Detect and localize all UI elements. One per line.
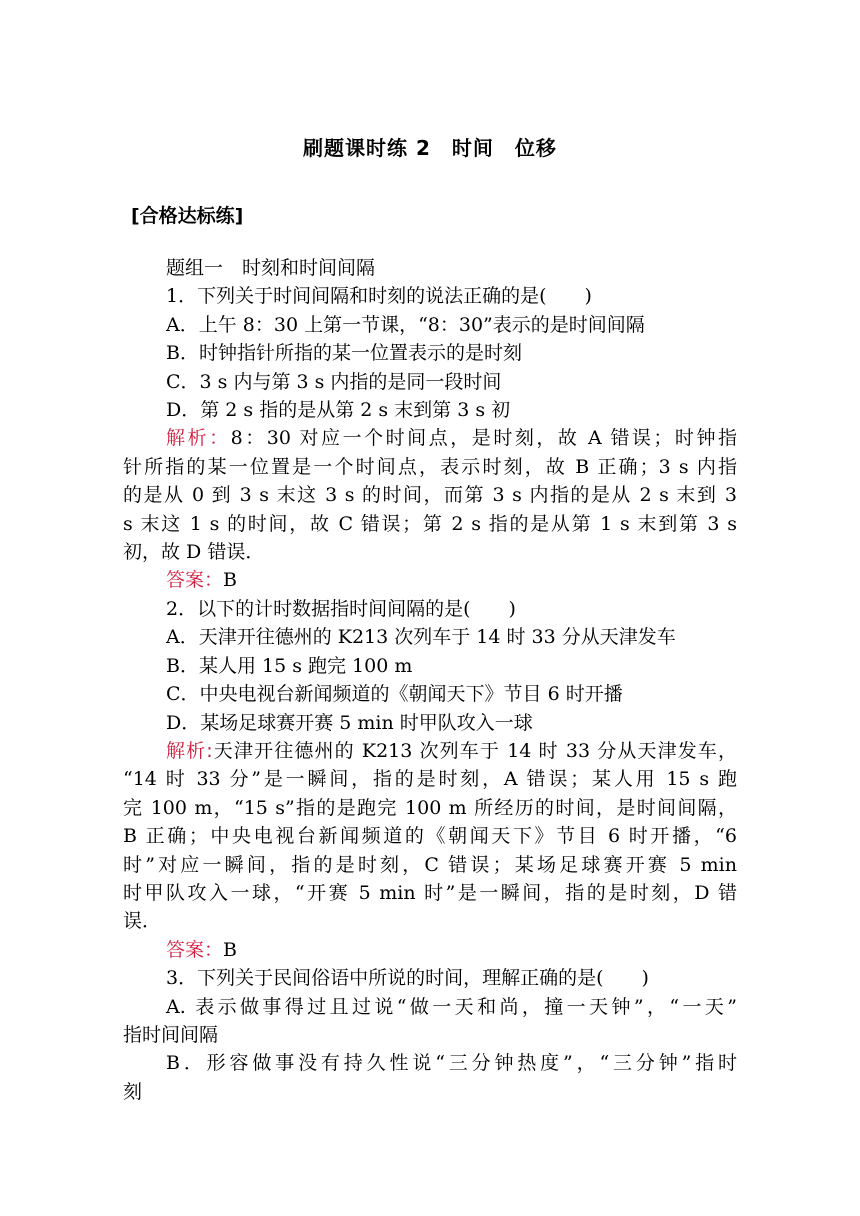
question-1-option-b: B．时钟指针所指的某一位置表示的是时刻	[166, 342, 522, 365]
question-1-analysis-line: 初，故 D 错误．	[123, 541, 265, 564]
question-3-option-a-cont: 指时间间隔	[123, 1023, 219, 1046]
question-2-stem: 2．以下的计时数据指时间间隔的是( )	[166, 597, 516, 620]
question-1-analysis-line: s 末这 1 s 的时间，故 C 错误；第 2 s 指的是从第 1 s 末到第 3 s	[123, 512, 737, 535]
question-2-analysis-line: 完 100 m，“15 s”指的是跑完 100 m 所经历的时间，是时间间隔，	[123, 796, 737, 819]
answer-label: 答案：	[166, 938, 224, 961]
page-title-text: 刷题课时练 2 时间 位移	[303, 136, 557, 160]
question-2-analysis-line: 时”对应一瞬间，指的是时刻，C 错误；某场足球赛开赛 5 min	[123, 853, 737, 876]
question-3-option-b-cont: 刻	[123, 1080, 143, 1103]
question-content	[123, 254, 737, 1106]
question-3-option-a: A. 表示做事得过且过说“做一天和尚，撞一天钟”，“一天”	[166, 995, 737, 1018]
question-2-analysis-line: “14 时 33 分”是一瞬间，指的是时刻，A 错误；某人用 15 s 跑	[123, 768, 737, 791]
question-2-option-c: C．中央电视台新闻频道的《朝闻天下》节目 6 时开播	[166, 683, 623, 706]
question-3-option-b: B．形容做事没有持久性说“三分钟热度”，“三分钟”指时	[166, 1052, 737, 1075]
question-2-analysis-line: B 正确；中央电视台新闻频道的《朝闻天下》节目 6 时开播，“6	[123, 825, 737, 848]
question-2-analysis-line: 误．	[123, 910, 162, 933]
question-2-answer-value: B	[223, 938, 237, 961]
question-2-analysis-line: 时甲队攻入一球，“开赛 5 min 时”是一瞬间，指的是时刻，D 错	[123, 881, 737, 904]
answer-label: 答案：	[166, 569, 224, 592]
analysis-label: 解析：	[166, 427, 231, 450]
section-heading: [合格达标练]	[131, 205, 244, 227]
group-heading: 题组一 时刻和时间间隔	[166, 257, 376, 279]
analysis-label: 解析:	[166, 739, 213, 762]
question-3-stem: 3．下列关于民间俗语中所说的时间，理解正确的是( )	[166, 967, 649, 990]
page-title	[0, 132, 860, 161]
question-2-option-a: A．天津开往德州的 K213 次列车于 14 时 33 分从天津发车	[166, 626, 676, 649]
question-2-option-d: D．某场足球赛开赛 5 min 时甲队攻入一球	[166, 711, 533, 734]
question-2-analysis-line: 解析:天津开往德州的 K213 次列车于 14 时 33 分从天津发车，	[166, 739, 737, 762]
question-1-option-a: A．上午 8：30 上第一节课，“8：30”表示的是时间间隔	[166, 313, 645, 336]
question-1-option-c: C．3 s 内与第 3 s 内指的是同一段时间	[166, 370, 502, 393]
question-2-answer	[123, 936, 737, 964]
question-1-analysis-line: 针所指的某一位置是一个时间点，表示时刻，故 B 正确；3 s 内指	[123, 455, 737, 478]
question-2-option-b: B．某人用 15 s 跑完 100 m	[166, 654, 413, 677]
question-1-stem: 1．下列关于时间间隔和时刻的说法正确的是( )	[166, 285, 592, 308]
question-1-answer-value: B	[223, 569, 237, 592]
question-1-answer	[123, 566, 737, 594]
question-1-analysis-line: 解析：8：30 对应一个时间点，是时刻，故 A 错误；时钟指	[166, 427, 737, 450]
question-1-analysis-line: 的是从 0 到 3 s 末这 3 s 的时间，而第 3 s 内指的是从 2 s 末到 3	[123, 484, 737, 507]
question-1-option-d: D．第 2 s 指的是从第 2 s 末到第 3 s 初	[166, 399, 511, 422]
